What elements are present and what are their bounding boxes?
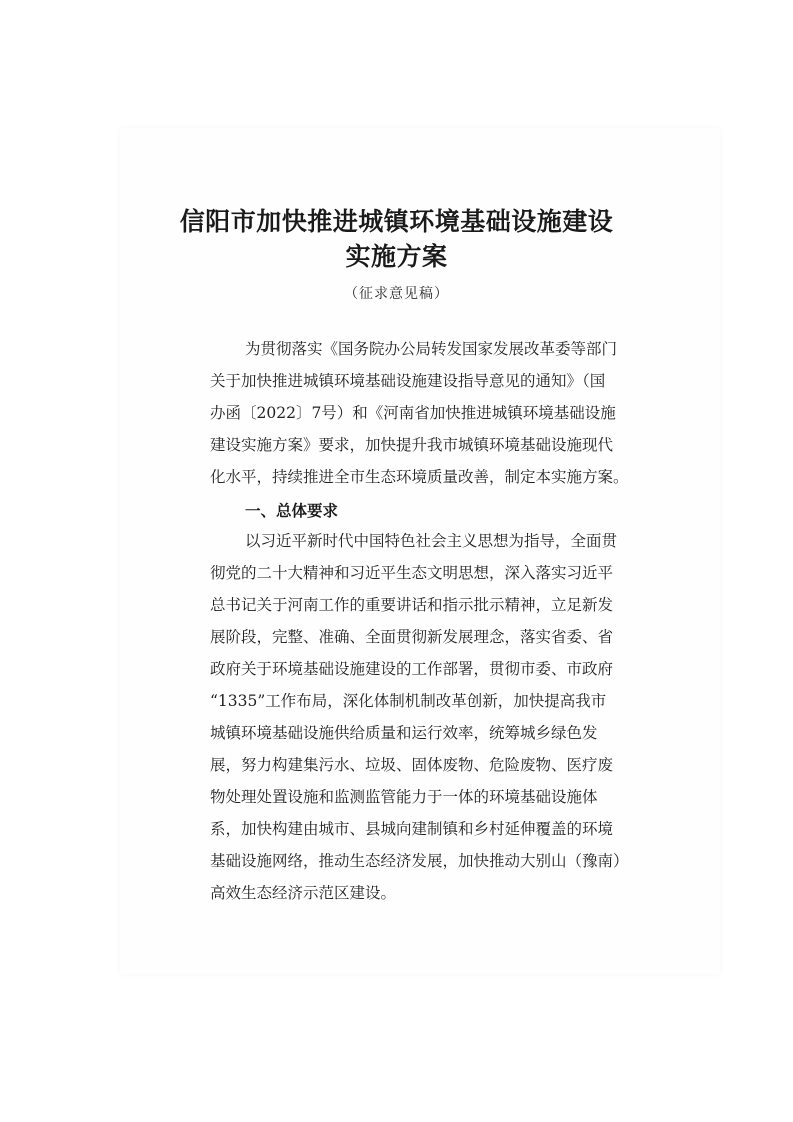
section-paragraph-line: 展阶段，完整、准确、全面贯彻新发展理念，落实省委、省 bbox=[210, 628, 614, 646]
section-paragraph-line: 政府关于环境基础设施建设的工作部署，贯彻市委、市政府 bbox=[210, 660, 614, 678]
intro-paragraph-line: 关于加快推进城镇环境基础设施建设指导意见的通知》（国 bbox=[210, 372, 606, 390]
section-paragraph-line: 基础设施网络，推动生态经济发展，加快推动大别山（豫南） bbox=[210, 852, 629, 870]
intro-paragraph-line: 化水平，持续推进全市生态环境质量改善，制定本实施方案。 bbox=[210, 468, 629, 486]
section-paragraph-line: 总书记关于河南工作的重要讲话和指示批示精神，立足新发 bbox=[210, 596, 614, 614]
section-paragraph-line: 以习近平新时代中国特色社会主义思想为指导，全面贯 bbox=[245, 532, 618, 550]
intro-paragraph-line: 办函〔2022〕7号）和《河南省加快推进城镇环境基础设施 bbox=[210, 404, 616, 422]
section-paragraph-line: 系，加快构建由城市、县城向建制镇和乡村延伸覆盖的环境 bbox=[210, 820, 614, 838]
section-paragraph-line: 高效生态经济示范区建设。 bbox=[210, 884, 397, 902]
section-paragraph-line: 展，努力构建集污水、垃圾、固体废物、危险废物、医疗废 bbox=[210, 756, 614, 774]
document-subtitle: （征求意见稿） bbox=[344, 286, 449, 302]
section-paragraph-line: 城镇环境基础设施供给质量和运行效率，统筹城乡绿色发 bbox=[210, 724, 598, 742]
section-paragraph-line: “1335”工作布局，深化体制机制改革创新，加快提高我市 bbox=[210, 692, 607, 710]
section-paragraph-line: 物处理处置设施和监测监管能力于一体的环境基础设施体 bbox=[210, 788, 598, 806]
document-title-line-2: 实施方案 bbox=[345, 242, 448, 271]
intro-paragraph-line: 为贯彻落实《国务院办公局转发国家发展改革委等部门 bbox=[245, 340, 618, 358]
document-title-line-1: 信阳市加快推进城镇环境基础设施建设 bbox=[179, 207, 614, 236]
section-paragraph-line: 彻党的二十大精神和习近平生态文明思想，深入落实习近平 bbox=[210, 564, 614, 582]
intro-paragraph-line: 建设实施方案》要求，加快提升我市城镇环境基础设施现代 bbox=[210, 436, 614, 454]
section-heading: 一、总体要求 bbox=[245, 502, 339, 520]
